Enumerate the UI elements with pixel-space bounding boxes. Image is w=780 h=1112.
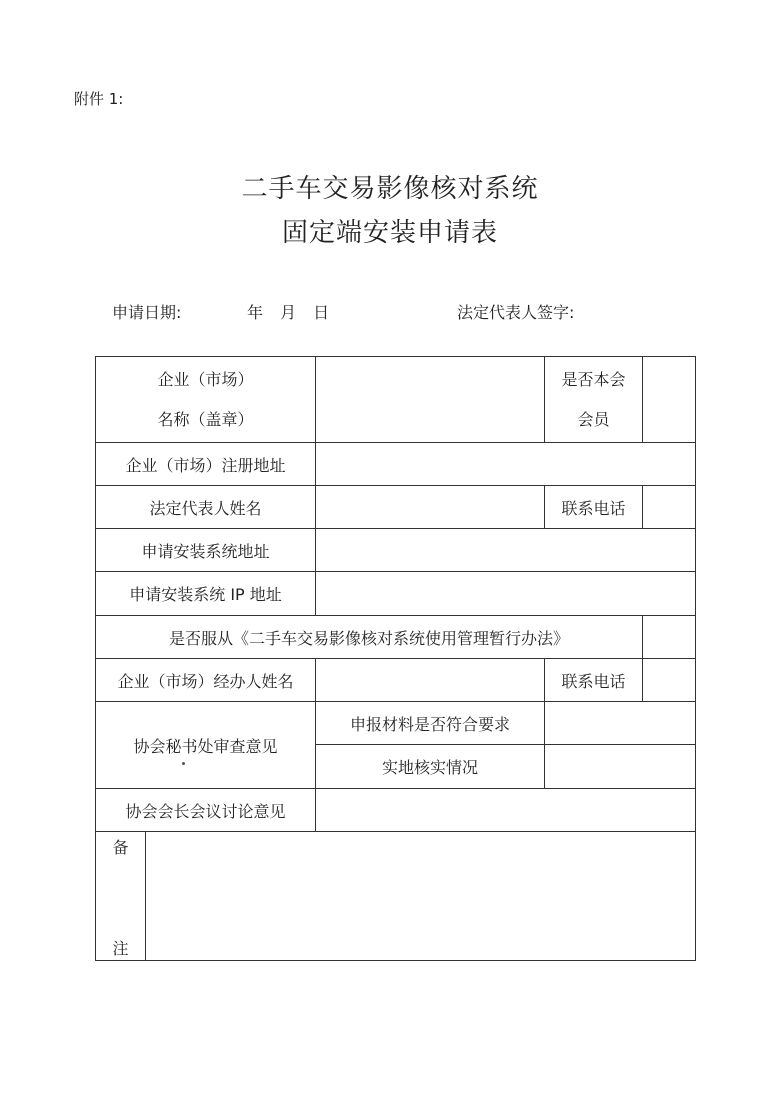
install-address-field[interactable]: [316, 529, 696, 572]
application-form-table: [95, 356, 696, 961]
table-row: [96, 616, 696, 659]
company-name-label: 企业（市场） 名称（盖章）: [96, 357, 316, 443]
phone-label-1: 联系电话: [545, 486, 643, 529]
handler-name-label: 企业（市场）经办人姓名: [96, 659, 316, 702]
form-title-line-2: 固定端安装申请表: [281, 218, 498, 248]
reg-address-label: 企业（市场）注册地址: [96, 443, 316, 486]
onsite-check-label: 实地核实情况: [316, 745, 545, 789]
legal-rep-signature-label: 法定代表人签字:: [457, 303, 575, 322]
install-address-label: 申请安装系统地址: [96, 529, 316, 572]
scan-speck: [182, 762, 185, 765]
form-title-line-1: 二手车交易影像核对系统: [241, 174, 539, 204]
legal-rep-name-label: 法定代表人姓名: [96, 486, 316, 529]
table-row: [96, 529, 696, 572]
install-ip-field[interactable]: [316, 572, 696, 616]
table-row: [96, 702, 696, 745]
table-row: [96, 443, 696, 486]
member-label: 是否本会 会员: [545, 357, 643, 443]
president-opinion-label: 协会会长会议讨论意见: [96, 789, 316, 832]
handler-name-field[interactable]: [316, 659, 545, 702]
phone-label-2: 联系电话: [545, 659, 643, 702]
remarks-field[interactable]: [146, 832, 696, 961]
attachment-label: 附件 1:: [74, 90, 124, 108]
materials-check-field[interactable]: [545, 702, 696, 745]
phone-field-2[interactable]: [643, 659, 696, 702]
table-row: [96, 789, 696, 832]
application-date-fields: 年 月 日: [247, 303, 330, 322]
legal-rep-name-field[interactable]: [316, 486, 545, 529]
table-row: [96, 357, 696, 443]
president-opinion-field[interactable]: [316, 789, 696, 832]
remarks-label: 备 注: [96, 832, 146, 961]
company-name-field[interactable]: [316, 357, 545, 443]
phone-field-1[interactable]: [643, 486, 696, 529]
secretariat-review-label: 协会秘书处审查意见: [96, 702, 316, 789]
table-row: [96, 572, 696, 616]
install-ip-label: 申请安装系统 IP 地址: [96, 572, 316, 616]
table-row: [96, 832, 696, 961]
comply-field[interactable]: [643, 616, 696, 659]
reg-address-field[interactable]: [316, 443, 696, 486]
materials-check-label: 申报材料是否符合要求: [316, 702, 545, 745]
comply-label: 是否服从《二手车交易影像核对系统使用管理暂行办法》: [96, 616, 643, 659]
onsite-check-field[interactable]: [545, 745, 696, 789]
table-row: [96, 659, 696, 702]
application-date-label: 申请日期:: [112, 303, 182, 322]
table-row: [96, 486, 696, 529]
member-field[interactable]: [643, 357, 696, 443]
